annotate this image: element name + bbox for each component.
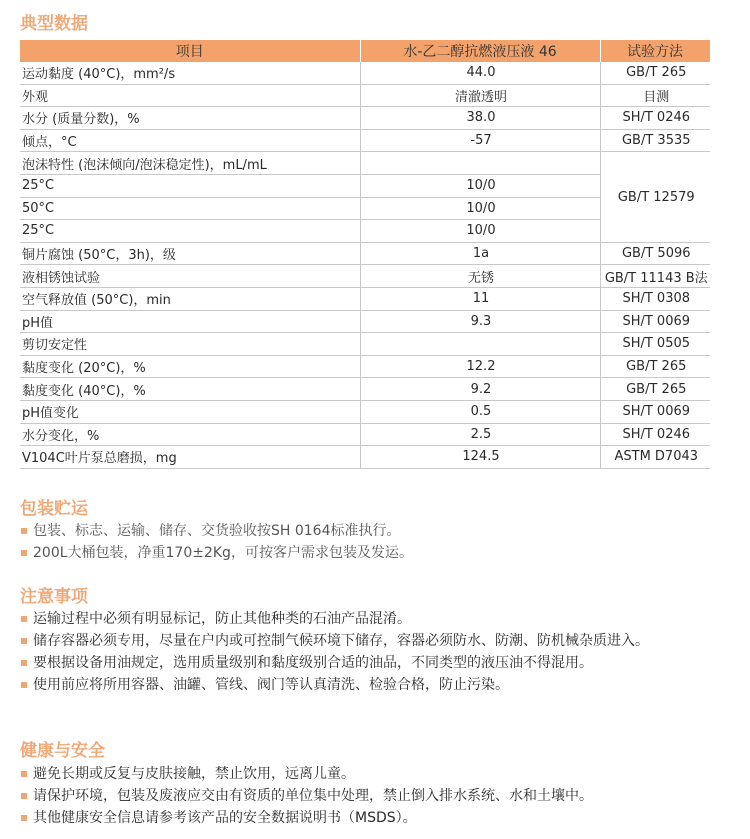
list-item: 运输过程中必须有明显标记，防止其他种类的石油产品混淆。 bbox=[20, 608, 740, 630]
row-value: 清澈透明 bbox=[360, 84, 600, 107]
typical-data-table bbox=[20, 40, 711, 469]
row-method: ASTM D7043 bbox=[600, 446, 710, 469]
row-method: GB/T 265 bbox=[600, 62, 710, 84]
notes-title: 注意事项 bbox=[20, 587, 88, 607]
row-value: 10/0 bbox=[360, 197, 600, 220]
row-value: 44.0 bbox=[360, 62, 600, 84]
row-method: SH/T 0069 bbox=[600, 400, 710, 423]
header-product: 水-乙二醇抗燃液压液 46 bbox=[360, 40, 600, 62]
list-item: 200L大桶包装，净重170±2Kg，可按客户需求包装及发运。 bbox=[20, 542, 740, 564]
row-value: 38.0 bbox=[360, 107, 600, 130]
row-value: 10/0 bbox=[360, 220, 600, 243]
list-item: 要根据设备用油规定，选用质量级别和黏度级别合适的油品，不同类型的液压油不得混用。 bbox=[20, 652, 740, 674]
row-item: 水分 (质量分数)，% bbox=[20, 107, 360, 130]
row-item: 泡沫特性 (泡沫倾向/泡沫稳定性)，mL/mL bbox=[20, 152, 360, 175]
table-row bbox=[20, 378, 710, 401]
notes-list bbox=[20, 608, 740, 696]
row-value: 124.5 bbox=[360, 446, 600, 469]
table-row bbox=[20, 152, 710, 175]
table-row bbox=[20, 84, 710, 107]
table-header-row bbox=[20, 40, 710, 62]
row-value: 12.2 bbox=[360, 355, 600, 378]
table-row bbox=[20, 287, 710, 310]
table-row bbox=[20, 423, 710, 446]
row-item: 液相锈蚀试验 bbox=[20, 265, 360, 288]
row-value: 0.5 bbox=[360, 400, 600, 423]
row-value: 11 bbox=[360, 287, 600, 310]
packaging-list bbox=[20, 520, 740, 564]
row-item: 黏度变化 (20°C)，% bbox=[20, 355, 360, 378]
row-value: 1a bbox=[360, 242, 600, 265]
table-row bbox=[20, 62, 710, 84]
row-value: 9.2 bbox=[360, 378, 600, 401]
row-item: 水分变化，% bbox=[20, 423, 360, 446]
table-row bbox=[20, 400, 710, 423]
row-value: 无锈 bbox=[360, 265, 600, 288]
row-method: GB/T 11143 B法 bbox=[600, 265, 710, 288]
table-row bbox=[20, 265, 710, 288]
header-item: 项目 bbox=[20, 40, 360, 62]
row-method: SH/T 0308 bbox=[600, 287, 710, 310]
table-row bbox=[20, 107, 710, 130]
table-row bbox=[20, 310, 710, 333]
row-item: 铜片腐蚀 (50°C，3h)，级 bbox=[20, 242, 360, 265]
row-item: pH值 bbox=[20, 310, 360, 333]
row-method: GB/T 5096 bbox=[600, 242, 710, 265]
table-row bbox=[20, 242, 710, 265]
row-item: 倾点，°C bbox=[20, 129, 360, 152]
row-value bbox=[360, 152, 600, 175]
row-method: GB/T 265 bbox=[600, 378, 710, 401]
row-method: SH/T 0069 bbox=[600, 310, 710, 333]
row-method: GB/T 265 bbox=[600, 355, 710, 378]
typical-data-title: 典型数据 bbox=[20, 14, 88, 34]
row-method: 目测 bbox=[600, 84, 710, 107]
row-item: 运动黏度 (40°C)，mm²/s bbox=[20, 62, 360, 84]
row-item: V104C叶片泵总磨损，mg bbox=[20, 446, 360, 469]
row-value bbox=[360, 333, 600, 356]
list-item: 请保护环境，包装及废液应交由有资质的单位集中处理，禁止倒入排水系统、水和土壤中。 bbox=[20, 785, 740, 807]
row-item: 25°C bbox=[20, 220, 360, 243]
row-item: 外观 bbox=[20, 84, 360, 107]
table-row bbox=[20, 446, 710, 469]
health-list bbox=[20, 763, 740, 829]
row-item: 25°C bbox=[20, 174, 360, 197]
table-row bbox=[20, 129, 710, 152]
row-method-merged: GB/T 12579 bbox=[600, 152, 710, 242]
row-item: 剪切安定性 bbox=[20, 333, 360, 356]
health-title: 健康与安全 bbox=[20, 741, 105, 761]
packaging-title: 包装贮运 bbox=[20, 499, 88, 519]
row-item: 50°C bbox=[20, 197, 360, 220]
table-row bbox=[20, 333, 710, 356]
row-item: 空气释放值 (50°C)，min bbox=[20, 287, 360, 310]
row-item: 黏度变化 (40°C)，% bbox=[20, 378, 360, 401]
list-item: 储存容器必须专用，尽量在户内或可控制气候环境下储存，容器必须防水、防潮、防机械杂质进入。 bbox=[20, 630, 740, 652]
row-method: SH/T 0246 bbox=[600, 423, 710, 446]
row-method: SH/T 0246 bbox=[600, 107, 710, 130]
header-method: 试验方法 bbox=[600, 40, 710, 62]
list-item: 包装、标志、运输、储存、交货验收按SH 0164标准执行。 bbox=[20, 520, 740, 542]
row-value: 2.5 bbox=[360, 423, 600, 446]
row-method: SH/T 0505 bbox=[600, 333, 710, 356]
row-item: pH值变化 bbox=[20, 400, 360, 423]
row-value: -57 bbox=[360, 129, 600, 152]
table-row bbox=[20, 355, 710, 378]
list-item: 其他健康安全信息请参考该产品的安全数据说明书（MSDS）。 bbox=[20, 807, 740, 829]
list-item: 使用前应将所用容器、油罐、管线、阀门等认真清洗、检验合格，防止污染。 bbox=[20, 674, 740, 696]
row-value: 10/0 bbox=[360, 174, 600, 197]
list-item: 避免长期或反复与皮肤接触，禁止饮用，远离儿童。 bbox=[20, 763, 740, 785]
row-method: GB/T 3535 bbox=[600, 129, 710, 152]
row-value: 9.3 bbox=[360, 310, 600, 333]
